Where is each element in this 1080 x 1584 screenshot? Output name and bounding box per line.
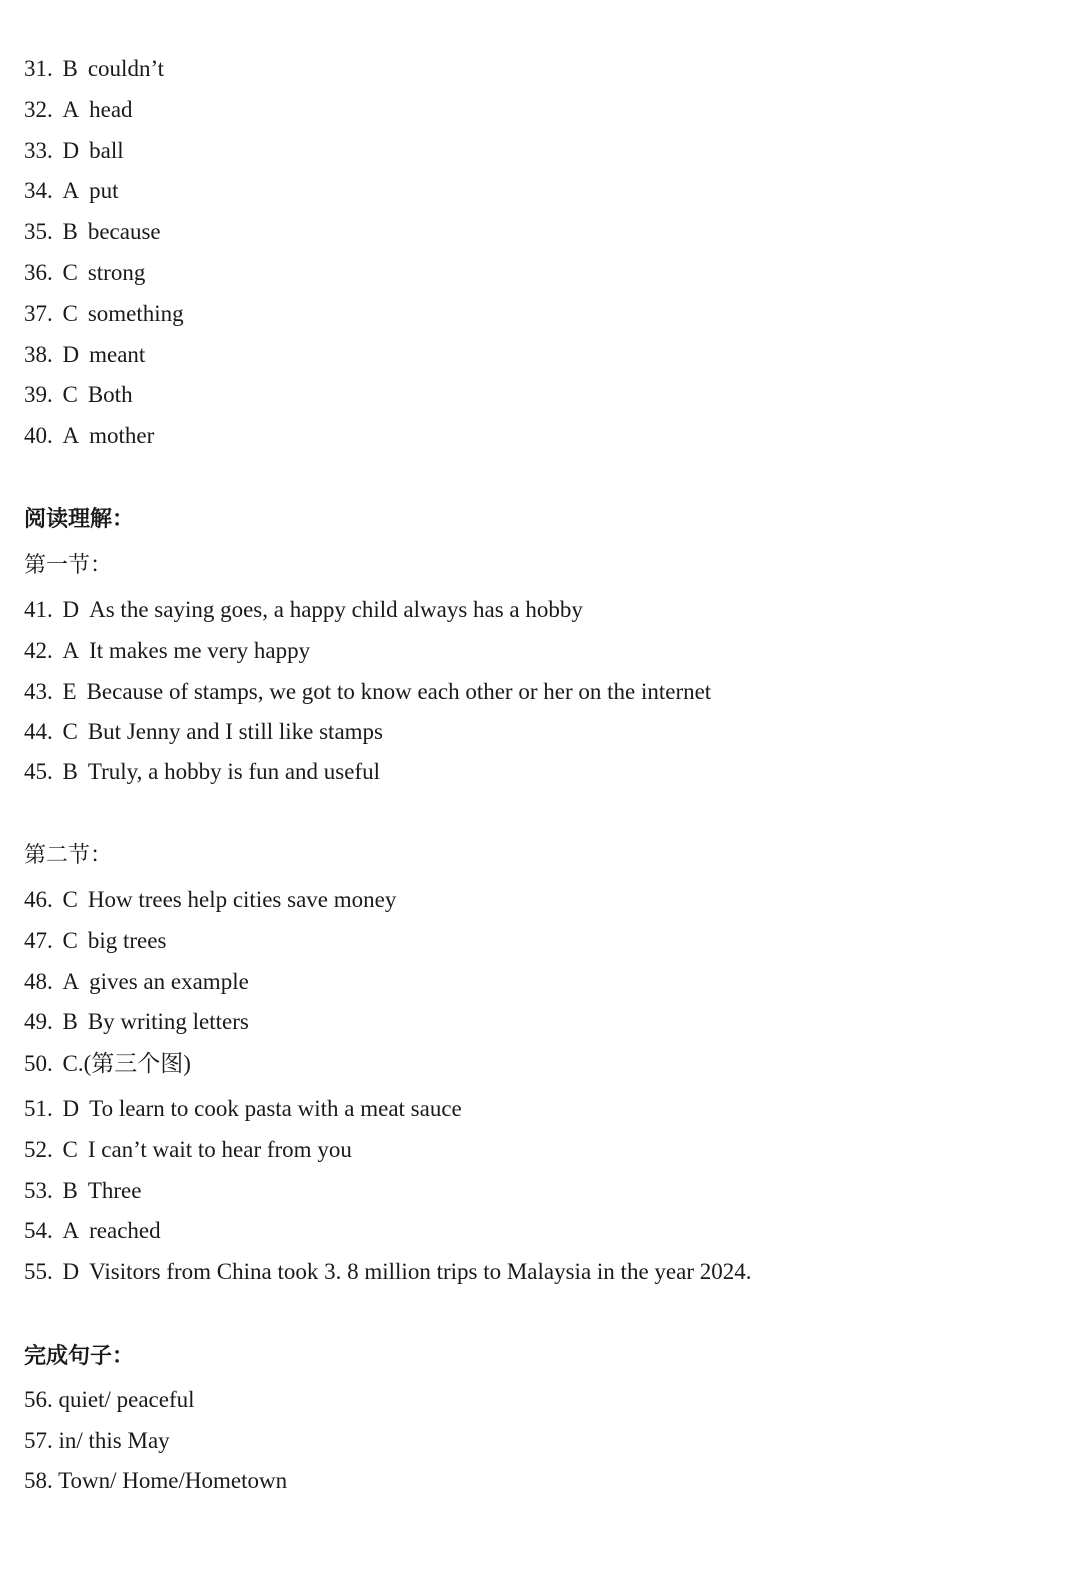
answer-number: 45. — [24, 759, 53, 784]
answer-number: 57. — [24, 1428, 53, 1453]
answer-number: 36. — [24, 260, 53, 285]
answer-text: Visitors from China took 3. 8 million trips to Malaysia in the year 2024. — [89, 1259, 752, 1284]
answer-number: 49. — [24, 1009, 53, 1034]
answer-number: 55. — [24, 1259, 53, 1284]
answer-line-31 — [24, 55, 164, 83]
answer-line-36 — [24, 259, 145, 287]
answer-line-52 — [24, 1136, 352, 1164]
answer-text: in/ this May — [58, 1428, 170, 1453]
answer-line-38 — [24, 341, 145, 369]
answer-number: 46. — [24, 887, 53, 912]
answer-letter: C — [62, 1137, 78, 1162]
answer-number: 38. — [24, 342, 53, 367]
answer-line-40 — [24, 422, 154, 450]
answer-letter: B — [62, 1178, 78, 1203]
answer-line-33 — [24, 137, 124, 165]
answer-text: It makes me very happy — [89, 638, 311, 663]
answer-text: Three — [87, 1178, 142, 1203]
answer-text: As the saying goes, a happy child always has a hobby — [89, 597, 583, 622]
answer-number: 34. — [24, 178, 53, 203]
answer-text: Both — [87, 382, 133, 407]
answer-letter: C — [62, 382, 78, 407]
answer-text: How trees help cities save money — [87, 887, 397, 912]
answer-number: 53. — [24, 1178, 53, 1203]
answer-line-41 — [24, 596, 583, 624]
answer-letter: B — [62, 759, 78, 784]
answer-letter: A — [62, 1218, 80, 1243]
answer-line-35 — [24, 218, 161, 246]
answer-text: put — [89, 178, 119, 203]
answer-number: 42. — [24, 638, 53, 663]
answer-letter: B — [62, 219, 78, 244]
answer-text: Truly, a hobby is fun and useful — [87, 759, 381, 784]
answer-number: 35. — [24, 219, 53, 244]
answer-line-55 — [24, 1258, 751, 1286]
answer-number: 50. — [24, 1051, 53, 1076]
answer-letter: C — [62, 928, 78, 953]
answer-number: 58. — [24, 1468, 53, 1493]
answer-text: Because of stamps, we got to know each other or her on the internet — [86, 679, 712, 704]
answer-text: big trees — [87, 928, 167, 953]
answer-letter: E — [62, 679, 77, 704]
answer-number: 54. — [24, 1218, 53, 1243]
answer-line-32 — [24, 96, 133, 124]
answer-text: (第三个图) — [83, 1051, 191, 1076]
answer-letter: B — [62, 1009, 78, 1034]
answer-text: head — [89, 97, 133, 122]
answer-line-37 — [24, 300, 184, 328]
answer-letter: D — [62, 1259, 80, 1284]
answer-number: 44. — [24, 719, 53, 744]
answer-text: couldn’t — [87, 56, 165, 81]
answer-line-39 — [24, 381, 133, 409]
answer-text: something — [87, 301, 184, 326]
answer-text: meant — [89, 342, 146, 367]
answer-line-53 — [24, 1177, 141, 1205]
answer-number: 32. — [24, 97, 53, 122]
answer-text: By writing letters — [87, 1009, 249, 1034]
answer-text: Town/ Home/Hometown — [58, 1468, 288, 1493]
answer-letter: A — [62, 423, 80, 448]
answer-text: gives an example — [89, 969, 249, 994]
answer-text: I can’t wait to hear from you — [87, 1137, 352, 1162]
answer-number: 41. — [24, 597, 53, 622]
answer-line-57 — [24, 1427, 170, 1455]
answer-text: because — [87, 219, 161, 244]
answer-number: 51. — [24, 1096, 53, 1121]
answer-line-44 — [24, 718, 383, 746]
answer-line-49 — [24, 1008, 249, 1036]
answer-letter: C — [62, 260, 78, 285]
answer-line-54 — [24, 1217, 161, 1245]
answer-number: 40. — [24, 423, 53, 448]
answer-number: 37. — [24, 301, 53, 326]
answer-letter: C. — [62, 1051, 84, 1076]
answer-number: 52. — [24, 1137, 53, 1162]
answer-number: 47. — [24, 928, 53, 953]
answer-letter: D — [62, 138, 80, 163]
sentences-heading: 完成句子： — [24, 1343, 135, 1368]
answer-number: 31. — [24, 56, 53, 81]
answer-number: 33. — [24, 138, 53, 163]
answer-line-48 — [24, 968, 249, 996]
answer-letter: C — [62, 719, 78, 744]
answer-number: 39. — [24, 382, 53, 407]
answer-line-50 — [24, 1050, 191, 1078]
answer-letter: A — [62, 638, 80, 663]
answer-number: 48. — [24, 969, 53, 994]
answer-number: 43. — [24, 679, 53, 704]
answer-line-43 — [24, 678, 711, 706]
answer-line-46 — [24, 886, 396, 914]
answer-letter: C — [62, 887, 78, 912]
answer-line-45 — [24, 758, 380, 786]
answer-line-58 — [24, 1467, 287, 1495]
answer-text: strong — [87, 260, 146, 285]
answer-letter: B — [62, 56, 78, 81]
answer-number: 56. — [24, 1387, 53, 1412]
answer-letter: A — [62, 969, 80, 994]
answer-line-56 — [24, 1386, 195, 1414]
answer-text: To learn to cook pasta with a meat sauce — [89, 1096, 462, 1121]
answer-letter: A — [62, 97, 80, 122]
answer-line-47 — [24, 927, 166, 955]
answer-letter: A — [62, 178, 80, 203]
answer-line-42 — [24, 637, 310, 665]
answer-text: reached — [89, 1218, 161, 1243]
reading-heading: 阅读理解： — [24, 506, 135, 531]
answer-letter: D — [62, 597, 80, 622]
answer-letter: D — [62, 1096, 80, 1121]
answer-text: mother — [89, 423, 155, 448]
answer-line-51 — [24, 1095, 462, 1123]
answer-text: But Jenny and I still like stamps — [87, 719, 383, 744]
answer-text: quiet/ peaceful — [58, 1387, 195, 1412]
answer-line-34 — [24, 177, 119, 205]
answer-letter: C — [62, 301, 78, 326]
section2-heading: 第二节： — [24, 842, 113, 867]
answer-text: ball — [89, 138, 124, 163]
answer-letter: D — [62, 342, 80, 367]
section1-heading: 第一节： — [24, 552, 113, 577]
